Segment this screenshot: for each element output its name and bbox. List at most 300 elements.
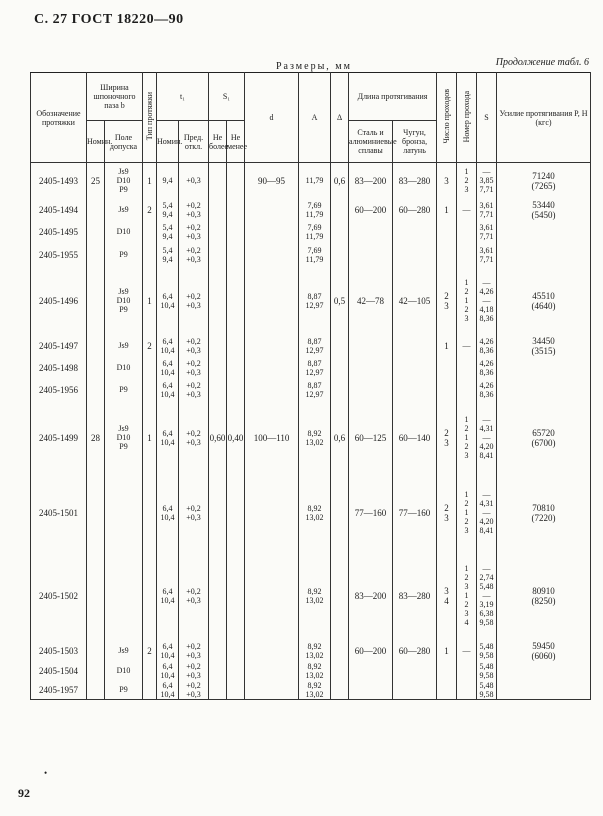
cell-S	[477, 641, 497, 661]
cell-delta	[331, 221, 349, 243]
cell-value: 4,18	[479, 305, 494, 314]
cell-value: 10,4	[160, 689, 175, 699]
cell-value: +0,2	[186, 503, 201, 513]
cell-s1_max	[209, 335, 227, 357]
cell-value: 6,4	[162, 680, 173, 690]
cell-value: 2405-1493	[39, 175, 78, 186]
cell-value: 3	[444, 175, 449, 186]
cell-nominal	[87, 401, 105, 475]
table-body	[31, 163, 591, 700]
cell-value: 2405-1956	[39, 384, 78, 395]
cell-delta	[331, 401, 349, 475]
cell-passes	[437, 357, 457, 379]
cell-s1_min	[227, 221, 245, 243]
cell-value: 10,4	[160, 437, 175, 447]
cell-value: 8,41	[479, 526, 494, 535]
cell-value: 1	[444, 645, 449, 656]
cell-t1_dev	[179, 475, 209, 551]
cell-s1_max	[209, 475, 227, 551]
cell-value: 2405-1495	[39, 226, 78, 237]
cell-value: 2,74	[479, 573, 494, 582]
cell-value: 1	[147, 432, 152, 443]
col-passes-count: Число проходов	[437, 73, 457, 163]
cell-value: 2	[464, 573, 469, 582]
cell-s1_min	[227, 335, 245, 357]
cell-A	[299, 163, 331, 199]
cell-designation	[31, 401, 87, 475]
cell-force	[497, 681, 591, 700]
cell-pass_no	[457, 243, 477, 267]
cell-nominal	[87, 267, 105, 335]
cell-value: 6,4	[162, 428, 173, 438]
cell-type	[143, 243, 157, 267]
cell-passes	[437, 379, 457, 401]
cell-value: 8,87	[307, 336, 322, 346]
cell-steel	[349, 681, 393, 700]
cell-value: +0,2	[186, 641, 201, 651]
cell-designation	[31, 357, 87, 379]
cell-value: 9,4	[162, 231, 173, 241]
cell-value: 0,6	[333, 432, 346, 443]
cell-tolerance	[105, 267, 143, 335]
cell-pass_no	[457, 163, 477, 199]
cell-value: Js9	[118, 646, 129, 655]
cell-value: 25	[91, 175, 100, 186]
cell-value: 8,92	[307, 661, 322, 671]
cell-value: 11,79	[305, 254, 324, 264]
cell-tolerance	[105, 221, 143, 243]
cell-value: D10	[116, 363, 131, 372]
cell-value: 6,4	[162, 641, 173, 651]
cell-value: 13,02	[305, 595, 324, 605]
cell-value: 83—280	[398, 590, 431, 601]
cell-value: 2405-1504	[39, 665, 78, 676]
table-row	[31, 357, 591, 379]
cell-t1_dev	[179, 357, 209, 379]
cell-nominal	[87, 681, 105, 700]
cell-type	[143, 357, 157, 379]
cell-force	[497, 357, 591, 379]
cell-s1_max	[209, 163, 227, 199]
cell-value: P9	[119, 442, 128, 451]
cell-nominal	[87, 475, 105, 551]
cell-A	[299, 379, 331, 401]
cell-value: +0,3	[186, 437, 201, 447]
cell-designation	[31, 641, 87, 661]
cell-value: 1	[464, 167, 469, 177]
cell-d	[245, 475, 299, 551]
cell-value: 2405-1498	[39, 362, 78, 373]
cell-cast	[393, 199, 437, 221]
cell-steel	[349, 475, 393, 551]
cell-s1_min	[227, 551, 245, 641]
cell-value: 8,41	[479, 451, 494, 460]
cell-S	[477, 401, 497, 475]
table-row	[31, 661, 591, 681]
cell-A	[299, 335, 331, 357]
cell-delta	[331, 379, 349, 401]
cell-delta	[331, 335, 349, 357]
cell-value: 3,85	[479, 176, 494, 186]
cell-passes	[437, 163, 457, 199]
cell-S	[477, 379, 497, 401]
cell-value: 12,97	[305, 345, 324, 355]
cell-A	[299, 475, 331, 551]
cell-value: —	[482, 167, 491, 177]
cell-value: —	[482, 564, 491, 573]
cell-s1_min	[227, 379, 245, 401]
cell-value: P9	[119, 685, 128, 694]
cell-t1_nom	[157, 357, 179, 379]
col-designation: Обозначение протяжки	[31, 73, 87, 163]
cell-d	[245, 267, 299, 335]
table-row	[31, 335, 591, 357]
cell-pass_no	[457, 379, 477, 401]
cell-designation	[31, 221, 87, 243]
cell-t1_dev	[179, 221, 209, 243]
cell-A	[299, 267, 331, 335]
cell-value: 1	[464, 433, 469, 442]
cell-cast	[393, 681, 437, 700]
cell-value: 8,92	[307, 641, 322, 651]
cell-value: +0,3	[186, 345, 201, 355]
cell-value: 10,4	[160, 650, 175, 660]
cell-S	[477, 475, 497, 551]
cell-value: D10	[116, 433, 131, 442]
cell-nominal	[87, 243, 105, 267]
cell-value: 13,02	[305, 437, 324, 447]
cell-value: 4,26	[479, 358, 494, 368]
col-s1-min: Не менее	[227, 121, 245, 163]
cell-passes	[437, 681, 457, 700]
cell-nominal	[87, 335, 105, 357]
cell-value: Js9	[118, 167, 129, 177]
cell-designation	[31, 267, 87, 335]
cell-steel	[349, 379, 393, 401]
cell-cast	[393, 163, 437, 199]
cell-value: 9,58	[479, 689, 494, 699]
cell-value: —	[482, 591, 491, 600]
cell-value: 12,97	[305, 367, 324, 377]
cell-value: —	[482, 415, 491, 424]
cell-nominal	[87, 199, 105, 221]
cell-delta	[331, 357, 349, 379]
cell-designation	[31, 199, 87, 221]
cell-s1_min	[227, 243, 245, 267]
cell-d	[245, 357, 299, 379]
table-row	[31, 379, 591, 401]
cell-t1_dev	[179, 335, 209, 357]
cell-value: +0,2	[186, 680, 201, 690]
cell-delta	[331, 199, 349, 221]
cell-value: 2405-1499	[39, 432, 78, 443]
cell-t1_nom	[157, 199, 179, 221]
table-row	[31, 199, 591, 221]
cell-S	[477, 335, 497, 357]
cell-steel	[349, 163, 393, 199]
cell-type	[143, 335, 157, 357]
cell-value: D10	[116, 176, 131, 186]
cell-t1_nom	[157, 475, 179, 551]
cell-cast	[393, 551, 437, 641]
cell-delta	[331, 641, 349, 661]
cell-value: +0,2	[186, 428, 201, 438]
cell-value: +0,2	[186, 245, 201, 255]
cell-s1_min	[227, 199, 245, 221]
cell-value: 10,4	[160, 595, 175, 605]
cell-value: 3,61	[479, 245, 494, 255]
cell-value: 10,4	[160, 345, 175, 355]
cell-value: 3	[444, 512, 449, 523]
cell-value: 9,58	[479, 650, 494, 660]
cell-type	[143, 379, 157, 401]
cell-t1_dev	[179, 661, 209, 681]
cell-value: 6,4	[162, 661, 173, 671]
cell-S	[477, 243, 497, 267]
cell-value: 2405-1955	[39, 249, 78, 260]
cell-value: 13,02	[305, 650, 324, 660]
cell-value: 0,40	[227, 432, 244, 443]
table-row	[31, 641, 591, 661]
cell-value: 2	[147, 645, 152, 656]
cell-value: 6,4	[162, 380, 173, 390]
cell-force	[497, 335, 591, 357]
cell-value: 8,87	[307, 291, 322, 301]
cell-value: —	[482, 296, 491, 305]
cell-t1_dev	[179, 243, 209, 267]
cell-type	[143, 267, 157, 335]
cell-steel	[349, 357, 393, 379]
cell-value: 5,48	[479, 641, 494, 651]
cell-value: 53440	[532, 199, 555, 210]
cell-designation	[31, 243, 87, 267]
cell-cast	[393, 335, 437, 357]
bullet-mark: •	[44, 768, 48, 778]
cell-value: 8,87	[307, 358, 322, 368]
table-row	[31, 475, 591, 551]
cell-value: D10	[116, 227, 131, 236]
cell-value: 4,20	[479, 442, 494, 451]
cell-t1_dev	[179, 163, 209, 199]
cell-s1_max	[209, 357, 227, 379]
cell-d	[245, 641, 299, 661]
cell-tolerance	[105, 163, 143, 199]
cell-value: 4,26	[479, 287, 494, 296]
cell-value: +0,3	[186, 689, 201, 699]
cell-tolerance	[105, 401, 143, 475]
cell-S	[477, 221, 497, 243]
cell-delta	[331, 243, 349, 267]
cell-t1_dev	[179, 199, 209, 221]
cell-t1_nom	[157, 681, 179, 700]
col-key-width: Ширина шпоночного паза b	[87, 73, 143, 121]
cell-value: 12,97	[305, 389, 324, 399]
cell-pass_no	[457, 221, 477, 243]
cell-designation	[31, 475, 87, 551]
cell-value: 42—78	[357, 295, 385, 306]
cell-force	[497, 475, 591, 551]
cell-cast	[393, 221, 437, 243]
cell-value: 5,4	[162, 245, 173, 255]
cell-s1_max	[209, 681, 227, 700]
col-d: d	[245, 73, 299, 163]
cell-delta	[331, 661, 349, 681]
cell-cast	[393, 267, 437, 335]
cell-value: 3	[464, 185, 469, 195]
cell-s1_min	[227, 163, 245, 199]
cell-nominal	[87, 641, 105, 661]
cell-value: +0,3	[186, 650, 201, 660]
cell-value: 3	[464, 582, 469, 591]
cell-steel	[349, 551, 393, 641]
cell-value: —	[482, 508, 491, 517]
cell-type	[143, 401, 157, 475]
cell-tolerance	[105, 199, 143, 221]
cell-d	[245, 335, 299, 357]
col-s: S	[477, 73, 497, 163]
cell-A	[299, 243, 331, 267]
cell-pass_no	[457, 661, 477, 681]
cell-value: —	[462, 341, 471, 350]
cell-type	[143, 661, 157, 681]
cell-value: 4,31	[479, 499, 494, 508]
col-t1: t₁	[157, 73, 209, 121]
cell-s1_max	[209, 221, 227, 243]
cell-passes	[437, 267, 457, 335]
cell-passes	[437, 401, 457, 475]
cell-d	[245, 199, 299, 221]
cell-value: +0,2	[186, 336, 201, 346]
cell-value: 8,36	[479, 389, 494, 399]
cell-value: 2405-1503	[39, 645, 78, 656]
cell-value: 34450	[532, 335, 555, 346]
continuation-note: Продолжение табл. 6	[495, 57, 589, 68]
cell-s1_max	[209, 267, 227, 335]
cell-value: 8,92	[307, 586, 322, 596]
cell-force	[497, 551, 591, 641]
cell-value: 9,4	[162, 176, 173, 186]
cell-d	[245, 661, 299, 681]
cell-value: +0,3	[186, 595, 201, 605]
cell-value: +0,3	[186, 300, 201, 310]
cell-value: 13,02	[305, 689, 324, 699]
cell-value: Js9	[118, 341, 129, 350]
cell-value: +0,3	[186, 512, 201, 522]
cell-S	[477, 267, 497, 335]
cell-value: 8,87	[307, 380, 322, 390]
cell-pass_no	[457, 641, 477, 661]
cell-value: 8,92	[307, 680, 322, 690]
cell-value: 1	[464, 278, 469, 287]
col-nominal: Номин.	[87, 121, 105, 163]
cell-value: 11,79	[305, 176, 324, 186]
cell-value: 1	[444, 204, 449, 215]
cell-force	[497, 401, 591, 475]
cell-t1_nom	[157, 551, 179, 641]
col-delta: Δ	[331, 73, 349, 163]
cell-d	[245, 221, 299, 243]
cell-value: (6700)	[531, 437, 556, 448]
cell-s1_min	[227, 641, 245, 661]
cell-pass_no	[457, 475, 477, 551]
cell-force	[497, 379, 591, 401]
cell-value: 1	[147, 295, 152, 306]
cell-d	[245, 551, 299, 641]
sizes-caption: Размеры, мм	[276, 61, 352, 72]
cell-value: 59450	[532, 640, 555, 651]
cell-value: +0,2	[186, 200, 201, 210]
cell-value: 1	[147, 175, 152, 186]
cell-value: 4,31	[479, 424, 494, 433]
cell-force	[497, 199, 591, 221]
cell-value: +0,2	[186, 661, 201, 671]
cell-value: 4	[464, 618, 469, 627]
cell-value: 60—200	[354, 645, 387, 656]
cell-value: 11,79	[305, 231, 324, 241]
cell-cast	[393, 379, 437, 401]
cell-t1_dev	[179, 681, 209, 700]
cell-S	[477, 551, 497, 641]
cell-t1_dev	[179, 379, 209, 401]
cell-steel	[349, 243, 393, 267]
cell-s1_min	[227, 475, 245, 551]
col-t1-deviation: Пред. откл.	[179, 121, 209, 163]
table-row	[31, 401, 591, 475]
cell-pass_no	[457, 401, 477, 475]
cell-type	[143, 551, 157, 641]
cell-t1_nom	[157, 243, 179, 267]
cell-value: 1	[464, 564, 469, 573]
cell-cast	[393, 475, 437, 551]
cell-value: 8,36	[479, 367, 494, 377]
page-number: 92	[18, 786, 30, 800]
cell-value: P9	[119, 250, 128, 259]
cell-value: 60—140	[398, 432, 431, 443]
cell-value: 1	[444, 340, 449, 351]
cell-value: 7,71	[479, 185, 494, 195]
cell-value: 8,36	[479, 314, 494, 323]
cell-value: 3	[444, 300, 449, 311]
cell-value: 3,61	[479, 222, 494, 232]
cell-value: 2	[464, 287, 469, 296]
cell-value: +0,3	[186, 209, 201, 219]
cell-nominal	[87, 163, 105, 199]
cell-value: 83—280	[398, 175, 431, 186]
cell-t1_dev	[179, 401, 209, 475]
cell-value: 10,4	[160, 367, 175, 377]
cell-steel	[349, 221, 393, 243]
cell-designation	[31, 681, 87, 700]
col-t1-nominal: Номин.	[157, 121, 179, 163]
cell-value: 83—200	[354, 590, 387, 601]
cell-value: 65720	[532, 427, 555, 438]
cell-value: (3515)	[531, 345, 556, 356]
cell-value: 80910	[532, 585, 555, 596]
table-row	[31, 551, 591, 641]
cell-value: 5,4	[162, 222, 173, 232]
cell-value: 1	[464, 591, 469, 600]
cell-value: 6,4	[162, 503, 173, 513]
cell-t1_nom	[157, 661, 179, 681]
cell-S	[477, 661, 497, 681]
cell-value: 6,4	[162, 291, 173, 301]
cell-tolerance	[105, 681, 143, 700]
cell-value: 3,19	[479, 600, 494, 609]
cell-value: 3	[444, 585, 449, 596]
cell-force	[497, 641, 591, 661]
cell-value: 100—110	[253, 432, 290, 443]
cell-value: 6,4	[162, 586, 173, 596]
